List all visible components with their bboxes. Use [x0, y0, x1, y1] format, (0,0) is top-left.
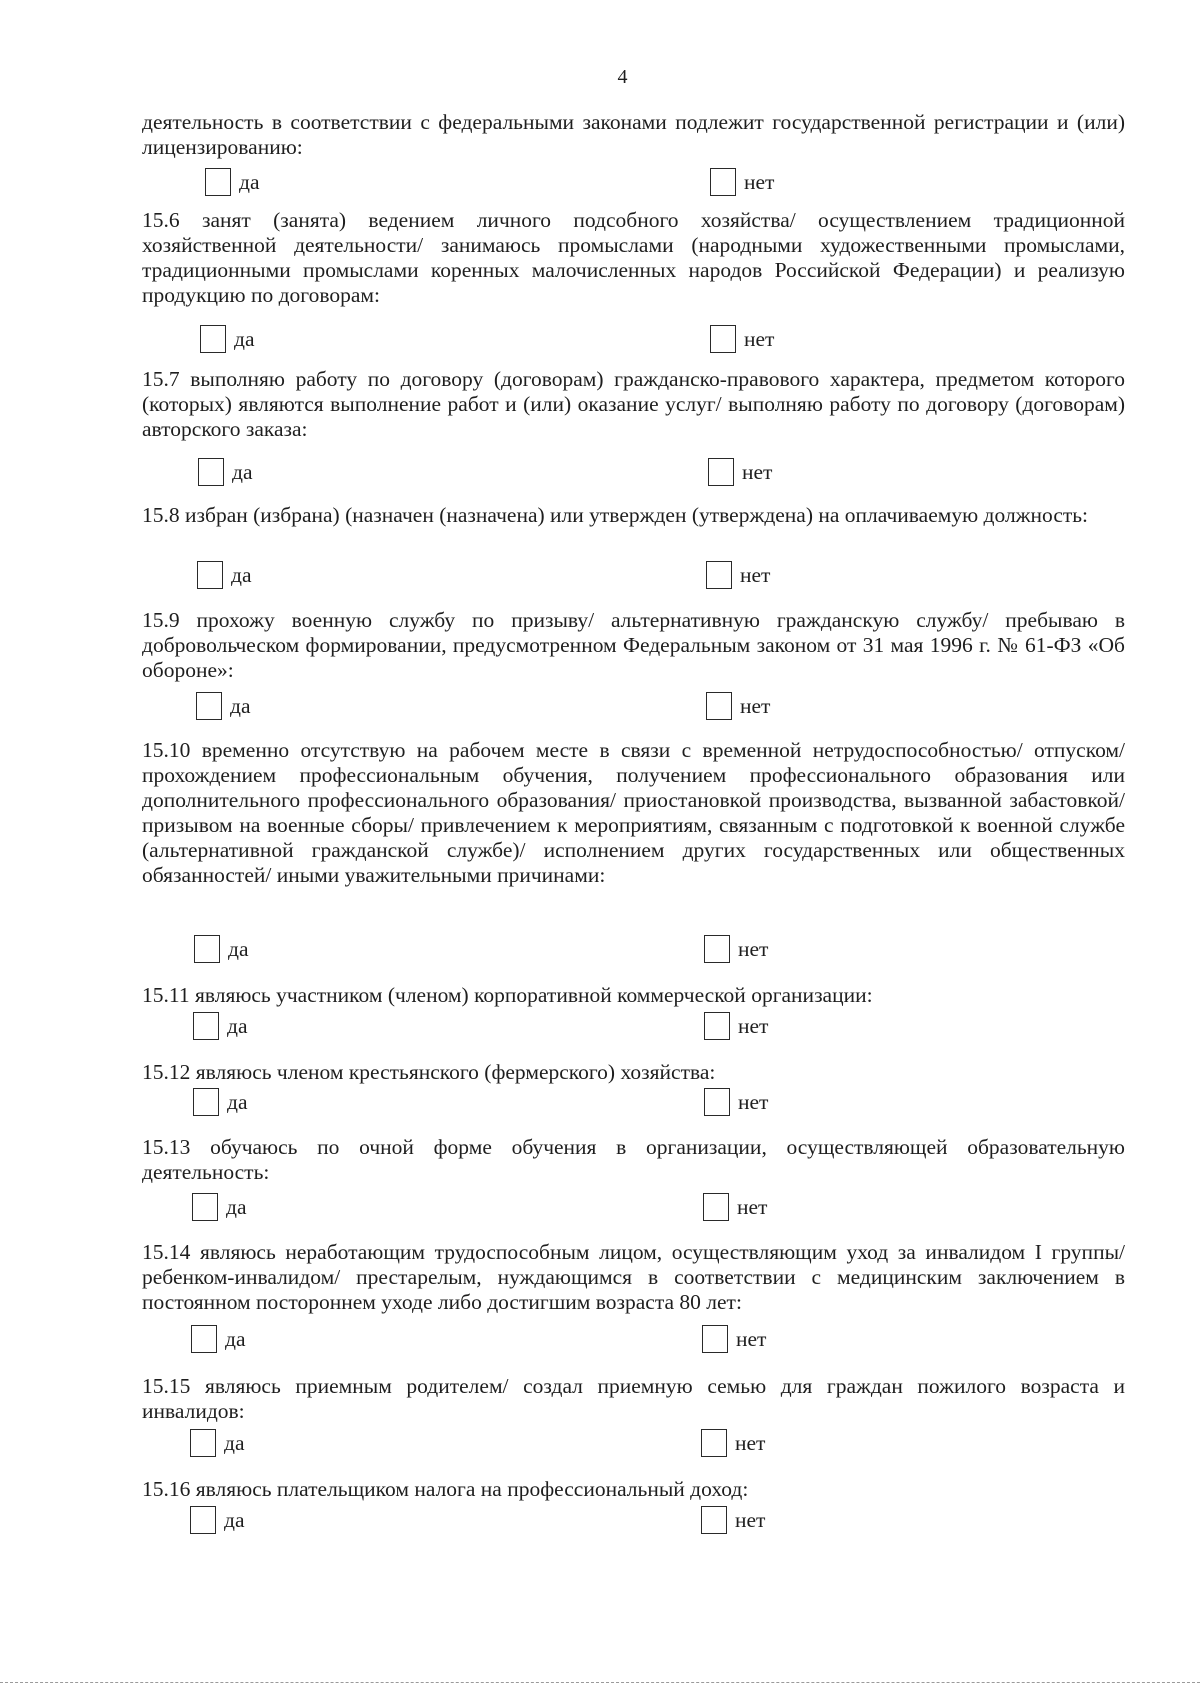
checkbox-yes[interactable] — [190, 1429, 216, 1457]
question-15-14-text: 15.14 являюсь неработающим трудоспособным лицом, осуществляющим уход за инвалидом I группы/ ребенком-инвалидом/ престарелым, нуждающимся в соответствии с медицинским заключением в постоянном постороннем уходе либо достигшим возраста 80 лет: — [142, 1240, 1125, 1314]
yes-option[interactable] — [193, 1088, 247, 1116]
yes-option[interactable] — [192, 1193, 246, 1221]
checkbox-no[interactable] — [708, 458, 734, 486]
question-15-14-options — [0, 1325, 1200, 1359]
yes-label: да — [227, 1013, 248, 1038]
yes-label: да — [234, 326, 255, 351]
no-label: нет — [738, 1013, 769, 1038]
yes-option[interactable] — [190, 1429, 244, 1457]
no-option[interactable] — [708, 458, 772, 486]
yes-option[interactable] — [197, 561, 251, 589]
no-label: нет — [735, 1430, 766, 1455]
checkbox-no[interactable] — [706, 561, 732, 589]
scan-edge-line — [0, 1682, 1200, 1683]
question-15-16-text: 15.16 являюсь плательщиком налога на профессиональный доход: — [142, 1477, 749, 1501]
checkbox-no[interactable] — [704, 1012, 730, 1040]
no-option[interactable] — [704, 935, 768, 963]
checkbox-no[interactable] — [710, 325, 736, 353]
question-15-15-options — [0, 1429, 1200, 1463]
checkbox-no[interactable] — [702, 1325, 728, 1353]
question-15-12-options — [0, 1088, 1200, 1122]
question-15-7-options — [0, 458, 1200, 492]
checkbox-yes[interactable] — [193, 1012, 219, 1040]
no-label: нет — [744, 326, 775, 351]
checkbox-yes[interactable] — [194, 935, 220, 963]
question-15-13-options — [0, 1193, 1200, 1227]
yes-option[interactable] — [198, 458, 252, 486]
no-option[interactable] — [706, 561, 770, 589]
checkbox-yes[interactable] — [197, 561, 223, 589]
yes-label: да — [231, 562, 252, 587]
yes-label: да — [226, 1194, 247, 1219]
question-15-11-text: 15.11 являюсь участником (членом) корпоративной коммерческой организации: — [142, 983, 873, 1007]
question-15-13-text: 15.13 обучаюсь по очной форме обучения в организации, осуществляющей образовательную деятельность: — [142, 1135, 1125, 1184]
no-option[interactable] — [701, 1506, 765, 1534]
question-15-12-text: 15.12 являюсь членом крестьянского (фермерского) хозяйства: — [142, 1060, 716, 1084]
question-15-15-text: 15.15 являюсь приемным родителем/ создал приемную семью для граждан пожилого возраста и инвалидов: — [142, 1374, 1125, 1423]
checkbox-yes[interactable] — [192, 1193, 218, 1221]
yes-option[interactable] — [205, 168, 259, 196]
yes-option[interactable] — [194, 935, 248, 963]
no-label: нет — [736, 1326, 767, 1351]
question-15-16-options — [0, 1506, 1200, 1540]
yes-option[interactable] — [196, 692, 250, 720]
checkbox-yes[interactable] — [190, 1506, 216, 1534]
yes-option[interactable] — [191, 1325, 245, 1353]
yes-option[interactable] — [190, 1506, 244, 1534]
question-15-10-options — [0, 935, 1200, 969]
checkbox-yes[interactable] — [198, 458, 224, 486]
yes-label: да — [230, 693, 251, 718]
no-option[interactable] — [710, 325, 774, 353]
yes-label: да — [227, 1089, 248, 1114]
no-label: нет — [738, 936, 769, 961]
checkbox-yes[interactable] — [200, 325, 226, 353]
no-option[interactable] — [704, 1012, 768, 1040]
checkbox-yes[interactable] — [196, 692, 222, 720]
yes-label: да — [232, 459, 253, 484]
checkbox-no[interactable] — [704, 1088, 730, 1116]
checkbox-no[interactable] — [706, 692, 732, 720]
no-label: нет — [738, 1089, 769, 1114]
yes-label: да — [239, 169, 260, 194]
question-15-8-options — [0, 561, 1200, 595]
question-15-11-options — [0, 1012, 1200, 1046]
checkbox-no[interactable] — [701, 1506, 727, 1534]
no-option[interactable] — [701, 1429, 765, 1457]
checkbox-no[interactable] — [704, 935, 730, 963]
checkbox-yes[interactable] — [193, 1088, 219, 1116]
yes-option[interactable] — [200, 325, 254, 353]
page-number: 4 — [617, 66, 628, 88]
yes-option[interactable] — [193, 1012, 247, 1040]
question-15-9-text: 15.9 прохожу военную службу по призыву/ альтернативную гражданскую службу/ пребываю в добровольческом формировании, предусмотренном Федеральным законом от 31 мая 1996 г. № 61-ФЗ «Об обороне»: — [142, 608, 1125, 682]
checkbox-yes[interactable] — [205, 168, 231, 196]
question-15-9-options — [0, 692, 1200, 726]
no-option[interactable] — [702, 1325, 766, 1353]
yes-label: да — [224, 1507, 245, 1532]
question-15-6-options — [0, 325, 1200, 359]
checkbox-yes[interactable] — [191, 1325, 217, 1353]
question-15-5-options — [0, 168, 1200, 202]
question-15-5-text: деятельность в соответствии с федеральными законами подлежит государственной регистрации и (или) лицензированию: — [142, 110, 1125, 159]
no-option[interactable] — [704, 1088, 768, 1116]
question-15-7-text: 15.7 выполняю работу по договору (договорам) гражданско-правового характера, предметом которого (которых) являются выполнение работ и (или) оказание услуг/ выполняю работу по договору (договорам) авторского заказа: — [142, 367, 1125, 441]
question-15-10-text: 15.10 временно отсутствую на рабочем месте в связи с временной нетрудоспособностью/ отпуском/ прохождением профессиональным обучения, получением профессионального образования или дополнительного профессионального образования/ приостановкой производства, вызванной забастовкой/ призывом на военные сборы/ привлечением к мероприятиям, связанным с подготовкой к военной службе (альтернативной гражданской службе)/ исполнением других государственных или общественных обязанностей/ иными уважительными причинами: — [142, 738, 1125, 887]
no-label: нет — [742, 459, 773, 484]
checkbox-no[interactable] — [701, 1429, 727, 1457]
yes-label: да — [224, 1430, 245, 1455]
yes-label: да — [228, 936, 249, 961]
checkbox-no[interactable] — [710, 168, 736, 196]
yes-label: да — [225, 1326, 246, 1351]
no-label: нет — [735, 1507, 766, 1532]
question-15-8-text: 15.8 избран (избрана) (назначен (назначена) или утвержден (утверждена) на оплачиваемую должность: — [142, 503, 1089, 527]
no-label: нет — [737, 1194, 768, 1219]
no-option[interactable] — [703, 1193, 767, 1221]
no-label: нет — [740, 693, 771, 718]
question-15-6-text: 15.6 занят (занята) ведением личного подсобного хозяйства/ осуществлением традиционной хозяйственной деятельности/ занимаюсь промыслами (народными художественными промыслами, традиционными промыслами коренных малочисленных народов Российской Федерации) и реализую продукцию по договорам: — [142, 208, 1125, 307]
no-label: нет — [740, 562, 771, 587]
no-option[interactable] — [710, 168, 774, 196]
no-option[interactable] — [706, 692, 770, 720]
no-label: нет — [744, 169, 775, 194]
checkbox-no[interactable] — [703, 1193, 729, 1221]
